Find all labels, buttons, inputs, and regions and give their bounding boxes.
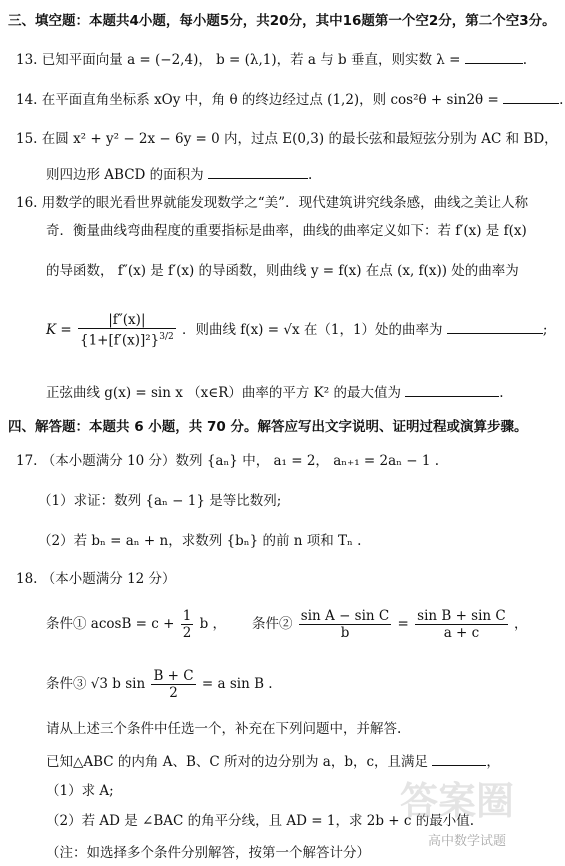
q18-cond2-left-fraction [299, 608, 391, 641]
q16-formula-exponent: 3/2 [159, 332, 174, 343]
q18-condition-blank[interactable] [432, 752, 486, 766]
q16-formula-after: ．则曲线 f(x) = √x 在（1，1）处的曲率为 [182, 322, 443, 338]
q18-cond2-rden: a + c [443, 625, 480, 641]
q18-cond3-fraction [151, 668, 195, 701]
section3-header: 三、填空题：本题共4小题，每小题5分，共20分，其中16题第一个空2分，第二个空3分。 [8, 13, 556, 29]
q18-cond1-den: 2 [182, 625, 192, 641]
q14-number: 14. [16, 92, 38, 108]
q18-cond3-pre: 条件③ √3 b sin [46, 676, 146, 692]
q14-answer-blank[interactable] [503, 90, 559, 104]
section4-header: 四、解答题：本题共 6 小题，共 70 分。解答应写出文字说明、证明过程或演算步骤。 [8, 419, 528, 435]
watermark-logo: 答案圈 [400, 779, 515, 823]
q18-cond1-pre: 条件① acosB = c + [46, 616, 175, 632]
q16-answer-blank-1[interactable] [447, 320, 543, 334]
q13-text: 已知平面向量 a = (−2,4)， b = (λ,1)，若 a 与 b 垂直，则实数 λ = [41, 52, 461, 68]
q16-answer-blank-2[interactable] [405, 383, 499, 397]
question-14: 14. 在平面直角坐标系 xOy 中，角 θ 的终边经过点 (1,2)，则 cos²θ + sin2θ = . [16, 92, 564, 108]
q18-note: （注：如选择多个条件分别解答，按第一个解答计分） [46, 845, 370, 861]
q18-cond3-post: = a sin B . [201, 676, 273, 692]
q18-condition-2: 条件② $\frac{\text{sin A − sin C}}{b}$ = $\frac{\text{sin B + sin C}}{a + c}$ ， [252, 608, 528, 641]
q18-condition-3 [46, 664, 273, 704]
q15-number: 15. [16, 131, 38, 147]
q15-answer-blank[interactable] [208, 165, 308, 179]
q18-cond1-post: b ， [199, 616, 227, 632]
q16-formula-numerator: |f″(x)| [78, 312, 176, 329]
watermark-caption: 高中数学试题 [428, 834, 507, 849]
question-17 [16, 452, 439, 470]
q16-line1: 用数学的眼光看世界就能发现数学之“美”．现代建筑讲究线条感，曲线之美让人称 [41, 195, 529, 211]
q18-cond2-pre: 条件② [252, 616, 293, 632]
q18-cond3-den: 2 [169, 685, 178, 701]
q16-formula-denominator: {1+[f′(x)]²} [80, 332, 160, 349]
q16-curvature-fraction [78, 312, 176, 349]
question-13: 13. 已知平面向量 a = (−2,4)， b = (λ,1)，若 a 与 b 垂直，则实数 λ = . [16, 52, 528, 68]
question-18 [16, 570, 176, 588]
q18-number: 18. [16, 571, 38, 587]
q13-number: 13. [16, 52, 38, 68]
q18-cond2-lnum: sin A − sin C [300, 608, 390, 624]
question-16 [16, 194, 528, 212]
question-15 [16, 130, 558, 148]
q18-part2: （2）若 AD 是 ∠BAC 的角平分线，且 AD = 1，求 2b + c 的最小值. [46, 813, 475, 829]
q16-number: 16. [16, 195, 38, 211]
q15-line2: 则四边形 ABCD 的面积为 [46, 167, 204, 183]
q16-formula-row: K = $\frac{|f''(x)|}{\{1+[f'(x)]^2\}^{3/2}}$ ．则曲线 f(x) = √x 在（1，1）处的曲率为 ; [46, 312, 548, 349]
q18-instruction: 请从上述三个条件中任选一个，补充在下列问题中，并解答. [46, 721, 402, 737]
q17-part1: （1）求证：数列 {aₙ − 1} 是等比数列; [38, 493, 282, 509]
question-15-cont: 则四边形 ABCD 的面积为 . [46, 167, 313, 183]
q18-stem: （本小题满分 12 分） [41, 571, 176, 587]
q18-cond1-num: 1 [182, 608, 192, 624]
question-16-part2: 正弦曲线 g(x) = sin x （x∈R）曲率的平方 K² 的最大值为 . [46, 385, 504, 401]
q18-part1: （1）求 A; [46, 783, 114, 799]
q16-line2: 奇．衡量曲线弯曲程度的重要指标是曲率，曲线的曲率定义如下：若 f′(x) 是 f(x) [46, 223, 527, 239]
q18-cond1-fraction [181, 608, 194, 641]
q18-given: 已知△ABC 的内角 A、B、C 所对的边分别为 a，b，c，且满足 [46, 754, 429, 770]
q18-given-row: 已知△ABC 的内角 A、B、C 所对的边分别为 a，b，c，且满足 ， [46, 754, 500, 770]
q16-line5: 正弦曲线 g(x) = sin x （x∈R）曲率的平方 K² 的最大值为 [46, 385, 401, 401]
q18-cond2-rnum: sin B + sin C [417, 608, 506, 624]
q18-condition-1 [46, 604, 226, 644]
q18-cond2-right-fraction [415, 608, 508, 641]
q16-formula-lhs: K = [46, 322, 72, 338]
q16-line3: 的导函数， f″(x) 是 f′(x) 的导函数，则曲线 y = f(x) 在点 (x, f(x)) 处的曲率为 [46, 263, 519, 279]
q17-stem: （本小题满分 10 分）数列 {aₙ} 中， a₁ = 2， aₙ₊₁ = 2aₙ − 1 . [41, 453, 440, 469]
q14-text: 在平面直角坐标系 xOy 中，角 θ 的终边经过点 (1,2)，则 cos²θ + sin2θ = [41, 92, 499, 108]
q15-line1: 在圆 x² + y² − 2x − 6y = 0 内，过点 E(0,3) 的最长弦和最短弦分别为 AC 和 BD， [41, 131, 558, 147]
q17-number: 17. [16, 453, 38, 469]
q13-answer-blank[interactable] [465, 50, 523, 64]
q18-cond2-lden: b [340, 625, 350, 641]
q17-part2: （2）若 bₙ = aₙ + n，求数列 {bₙ} 的前 n 项和 Tₙ . [38, 533, 362, 549]
q18-cond3-num: B + C [153, 668, 194, 684]
